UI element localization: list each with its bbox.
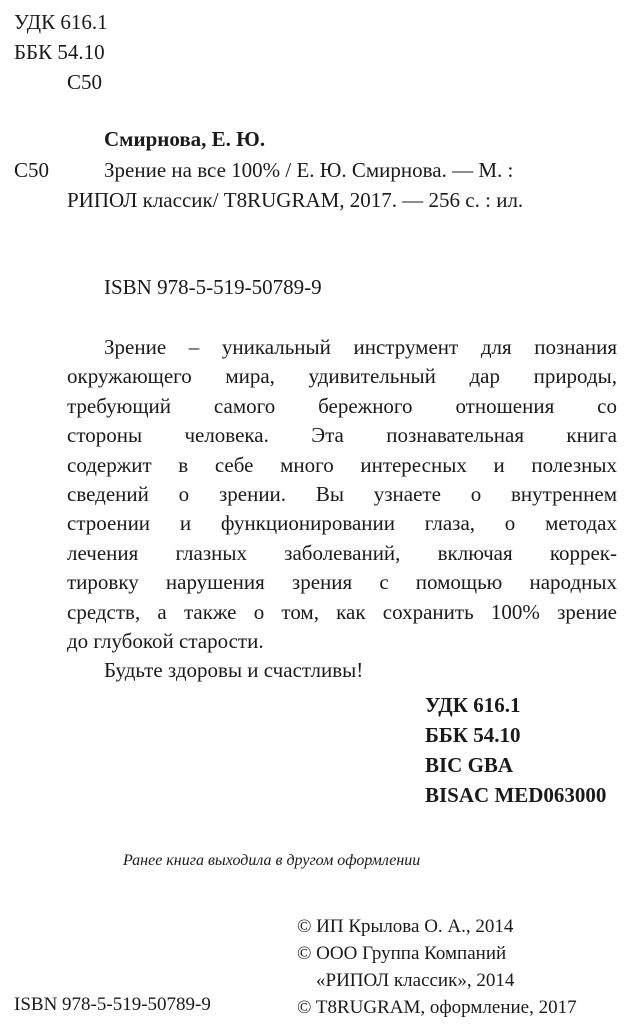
classification-bisac: BISAC MED063000 bbox=[425, 783, 607, 807]
edition-note: Ранее книга выходила в другом оформлении bbox=[123, 852, 421, 869]
copyright-block bbox=[297, 913, 577, 1021]
annotation-line: содержит в себе много интересных и полезных bbox=[67, 452, 617, 477]
copyright-line: © ИП Крылова О. А., 2014 bbox=[297, 916, 514, 937]
annotation-line: сведений о зрении. Вы узнаете о внутреннем bbox=[67, 481, 617, 506]
classification-bbk: ББК 54.10 bbox=[425, 723, 521, 747]
annotation-line: строении и функционировании глаза, о методах bbox=[67, 511, 617, 536]
bbk-code: ББК 54.10 bbox=[14, 40, 105, 64]
annotation-line: средств, а также о том, как сохранить 100% зрение bbox=[67, 599, 617, 624]
classification-block bbox=[425, 690, 606, 810]
annotation bbox=[67, 333, 617, 686]
author-mark: С50 bbox=[67, 70, 103, 94]
classification-bic: BIC GBA bbox=[425, 753, 514, 777]
annotation-closing: Будьте здоровы и счастливы! bbox=[104, 658, 364, 683]
annotation-line: требующий самого бережного отношения со bbox=[67, 393, 617, 418]
title-line-2: РИПОЛ классик/ T8RUGRAM, 2017. — 256 с. : ил. bbox=[67, 188, 524, 212]
footer-isbn: ISBN 978-5-519-50789-9 bbox=[14, 994, 211, 1015]
udk-code: УДК 616.1 bbox=[14, 10, 108, 34]
isbn-line: ISBN 978-5-519-50789-9 bbox=[104, 275, 322, 299]
annotation-line: до глубокой старости. bbox=[67, 628, 264, 653]
annotation-line: лечения глазных заболеваний, включая коррек- bbox=[67, 540, 617, 565]
classification-udk: УДК 616.1 bbox=[425, 693, 521, 717]
annotation-line: окружающего мира, удивительный дар природы, bbox=[67, 364, 617, 389]
annotation-line: Зрение – уникальный инструмент для познания bbox=[104, 335, 617, 359]
copyright-line: © ООО Группа Компаний bbox=[297, 943, 507, 964]
author-name: Смирнова, Е. Ю. bbox=[104, 127, 266, 151]
title-line-1: Зрение на все 100% / Е. Ю. Смирнова. — М. : bbox=[104, 158, 514, 182]
annotation-line: тировку нарушения зрения с помощью народных bbox=[67, 570, 617, 595]
copyright-line: © T8RUGRAM, оформление, 2017 bbox=[297, 997, 577, 1018]
margin-author-mark: С50 bbox=[14, 158, 50, 182]
copyright-line: «РИПОЛ классик», 2014 bbox=[316, 970, 515, 991]
annotation-line: стороны человека. Эта познавательная книга bbox=[67, 423, 617, 448]
